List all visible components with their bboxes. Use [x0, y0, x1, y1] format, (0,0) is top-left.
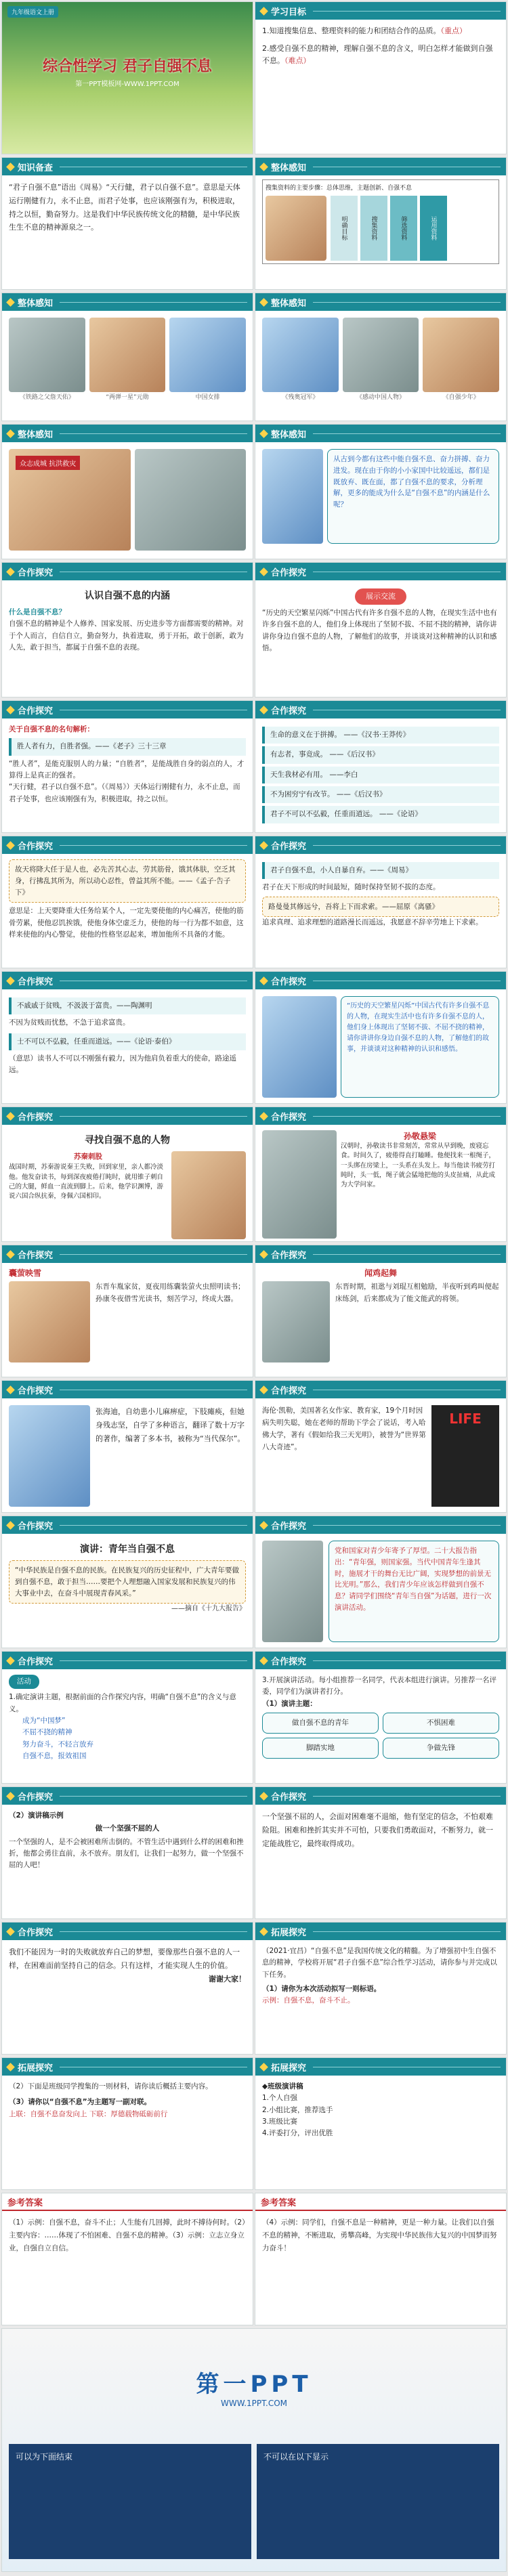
photo-placeholder	[89, 318, 166, 392]
slide-header: 合作探究	[2, 1516, 253, 1534]
topic-label: （1）演讲主题：	[262, 1699, 317, 1708]
photo-placeholder	[423, 318, 499, 392]
story-text: 东晋时期，祖逖与刘琨互相勉励，半夜听到鸡叫便起床练剑，后来都成为了能文能武的将领。	[335, 1283, 499, 1303]
diamond-icon	[259, 706, 268, 714]
story-name: 囊萤映雪	[9, 1268, 42, 1278]
quote-explain: （意思）读书人不可以不刚强有毅力，因为他肩负着重大的使命，路途遥远。	[9, 1054, 236, 1075]
diamond-icon	[259, 1112, 268, 1121]
diamond-icon	[6, 298, 15, 307]
extension-question: （3）请你以“自强不息”为主题写一副对联。	[9, 2098, 152, 2107]
slide-mencius	[1, 836, 253, 968]
activity-item: 自强不息，报效祖国	[22, 1751, 87, 1760]
knowledge-text: “君子自强不息”语出《周易》“天行健，君子以自强不息”。意思是天体运行刚健有力，永不止息，而君子处事，也应该刚强有为，积极进取，持之以恒，勤奋努力。这是我们中华民族传统文化的精髓，是中华民族生生不息的精神源泉之一。	[9, 183, 240, 232]
goal-2: 2.感受自强不息的精神，理解自强不息的含义，明白怎样才能做到自强不息。（难点）	[262, 44, 493, 66]
activity-text: 1.确定演讲主题，根据前面的合作探究内容，明确“自强不息”的含义与意义。	[9, 1693, 236, 1713]
photo-placeholder	[171, 1151, 246, 1239]
meaning-title: 认识自强不息的内涵	[85, 591, 170, 601]
extension-text: （2021·宜昌）“自强不息”是我国传统文化的精髓。为了增强初中生自强不息的精神，学校将开展“君子自强不息”综合性学习活动，请你参与并完成以下任务。	[262, 1947, 497, 1979]
story-text: 战国时期，苏秦游说秦王失败，回到家里，亲人都冷淡他。他发奋读书，每到深夜疲倦打盹时，就用锥子刺自己的大腿，鲜血一直流到脚上。后来，他学识渊博，游说六国合纵抗秦，身佩六国相印。	[9, 1163, 164, 1201]
photo-placeholder	[262, 449, 323, 544]
sample-text: 一个坚强不屈的人，会面对困难毫不退缩，他有坚定的信念，不怕艰难险阻。困难和挫折其实并不可怕，只要我们勇敢面对，不断努力，就一定能战胜它，最终取得成功。	[262, 1812, 493, 1848]
steps-panel	[262, 179, 499, 264]
slide-sunjing	[255, 1107, 507, 1242]
diamond-icon	[6, 706, 15, 714]
sample-text: 我们不能因为一时的失败就放弃自己的梦想，要像那些自强不息的人一样，在困难面前坚持自己的信念。只有这样，才能实现人生的价值。	[9, 1948, 240, 1970]
slide-perception-steps	[255, 157, 507, 290]
quote-block: 士不可以不弘毅，任重而道远。——《论语·泰伯》	[9, 1033, 246, 1050]
answer-text: （4）示例：同学们，自强不息是一种精神，更是一种力量。让我们以自强不息的精神，不断进取，勇攀高峰，为实现中华民族伟大复兴的中国梦而努力奋斗！	[262, 2218, 497, 2252]
step-4: 运用资料	[420, 196, 447, 261]
slide-speech-sample-1	[1, 1786, 253, 1919]
story-section-title: 寻找自强不息的人物	[85, 1135, 170, 1146]
photo-caption: 《自强少年》	[442, 394, 480, 401]
activity-item: 努力奋斗，不轻言放弃	[22, 1740, 93, 1748]
diamond-icon	[6, 567, 15, 576]
slide-header: 合作探究	[255, 972, 506, 989]
story-name: 闻鸡起舞	[364, 1268, 397, 1278]
slide-sayings-2	[255, 700, 507, 833]
slide-show-exchange	[255, 562, 507, 697]
slide-header: 合作探究	[2, 1107, 253, 1125]
slide-nangying	[1, 1245, 253, 1377]
quote-block: 君子自强不息，小人自暴自弃。——《周易》	[262, 862, 499, 879]
slide-header: 合作探究	[2, 701, 253, 718]
diamond-icon	[259, 841, 268, 850]
diamond-icon	[259, 1386, 268, 1394]
photo-placeholder	[135, 449, 246, 551]
info-panel-left: 可以为下面结束	[9, 2444, 251, 2559]
quote-explain: 不因为贫贱而忧愁，不急于追求富贵。	[9, 1018, 130, 1027]
goal-1: 1.知道搜集信息、整理资料的能力和团结合作的品质。（重点）	[262, 26, 467, 35]
slide-speech-activity	[255, 1651, 507, 1784]
diamond-icon	[259, 429, 268, 438]
story-name: 苏秦刺股	[74, 1153, 102, 1161]
slide-header: 合作探究	[2, 1787, 253, 1805]
slide-helen-keller	[255, 1380, 507, 1513]
plan-item: 3.班级比赛	[262, 2117, 298, 2126]
slide-header: 合作探究	[2, 1381, 253, 1398]
diamond-icon	[6, 841, 15, 850]
diamond-icon	[6, 1521, 15, 1530]
slide-header-label: 学习目标	[271, 7, 307, 18]
book-cover: LIFE	[431, 1405, 499, 1507]
exchange-text: “历史的天空繁星闪烁”中国古代有许多自强不息的人物，在现实生活中也有许多自强不息的人，他们身上体现出了坚韧不拔、不屈不挠的精神，请你讲讲你身边自强不息的人物，了解他们的故事，并谈谈对这种精神的认识和感悟。	[262, 609, 497, 653]
speech-title: 演讲：青年当自强不息	[80, 1544, 175, 1555]
question-text: 从古到今都有这些中能自强不息、奋力拼搏、奋力进发。现在由于你的小小家国中比较遥远，都们是既放弃、既在面，都了自强不息的要求，分析理解，更多的能成为什么是“自强不息”的内涵是什么呢？	[327, 449, 499, 544]
slide-header: 整体感知	[255, 425, 506, 442]
photo-placeholder	[343, 318, 419, 392]
expectation-text: 党和国家对青少年寄予了厚望。二十大报告指出：“青年强，则国家强。当代中国青年生逢其时，施展才干的舞台无比广阔，实现梦想的前景无比光明。”那么，我们青少年应该怎样做到自强不息？请同学们围绕“青年当自强”为话题，进行一次演讲活动。	[329, 1541, 499, 1642]
slide-speech-sample-3	[1, 1922, 253, 2055]
activity-text: 3.开展演讲活动。每小组推荐一名同学，代表本组进行演讲。另推荐一名评委，同学们为演讲者打分。	[262, 1676, 497, 1696]
slide-answers-2	[255, 2193, 507, 2325]
slide-extension-1	[255, 1922, 507, 2055]
slide-question	[255, 424, 507, 559]
slide-zhanghaidi	[1, 1380, 253, 1513]
topic-option: 不惧困难	[383, 1713, 499, 1734]
steps-panel-title: 搜集资料的主要步骤：总体思维，主题创新、自强不息	[266, 185, 412, 192]
slide-header: 合作探究	[255, 836, 506, 854]
photo-placeholder	[9, 1405, 90, 1507]
slide-header: 合作探究	[255, 1516, 506, 1534]
slide-header: 拓展探究	[2, 2058, 253, 2076]
photo-caption: 中国女排	[195, 394, 220, 401]
slide-header: 合作探究	[255, 1787, 506, 1805]
diamond-icon	[259, 298, 268, 307]
topic-option: 争做先锋	[383, 1738, 499, 1759]
slide-header: 合作探究	[2, 836, 253, 854]
slide-suqin	[1, 1107, 253, 1242]
slide-header: 拓展探究	[255, 1923, 506, 1940]
diamond-icon	[6, 1112, 15, 1121]
photo-caption: “两弹一星”元勋	[106, 394, 149, 401]
slide-header: 合作探究	[2, 563, 253, 580]
cover-badge: 九年级语文上册	[7, 6, 58, 18]
slide-header: 知识备查	[2, 158, 253, 175]
diamond-icon	[259, 1250, 268, 1259]
photo-placeholder	[9, 318, 85, 392]
photo-caption: 《感动中国人物》	[356, 394, 406, 401]
photo-caption: 《残奥冠军》	[282, 394, 319, 401]
extension-text: （2）下面是班级同学搜集的一则材料，请你读后概括主要内容。	[9, 2082, 213, 2090]
brand-url: WWW.1PPT.COM	[220, 2398, 288, 2408]
story-text: 张海迪，自幼患小儿麻痹症，下肢瘫痪，但她身残志坚，自学了多种语言，翻译了数十万字的著作，编著了多本书，被称为“当代保尔”。	[96, 1407, 245, 1443]
story-text: 海伦·凯勒，美国著名女作家、教育家，19个月时因病失明失聪，她在老师的帮助下学会了说话，考入哈佛大学，著有《假如给我三天光明》，被誉为“世界第八大奇迹”。	[262, 1407, 426, 1451]
diamond-icon	[259, 1521, 268, 1530]
exchange-badge: 展示交流	[355, 588, 406, 605]
quote-explain: 君子在天下形成的时间最短，随时保持坚韧不拔的态度。	[262, 883, 440, 892]
slide-header: 合作探究	[255, 1381, 506, 1398]
diamond-icon	[6, 2063, 15, 2071]
diamond-icon	[259, 1792, 268, 1801]
photo-placeholder	[262, 318, 339, 392]
photo-placeholder	[262, 1541, 323, 1642]
slide-header: 整体感知	[255, 293, 506, 311]
diamond-icon	[259, 567, 268, 576]
photo-placeholder	[262, 1281, 330, 1362]
plan-title: ◆班级演讲稿	[262, 2082, 303, 2090]
speech-source: ——摘自《十九大报告》	[171, 1605, 246, 1613]
slide-header: 整体感知	[255, 158, 506, 175]
diamond-icon	[6, 1386, 15, 1394]
slide-header: 合作探究	[2, 1652, 253, 1669]
photo-placeholder	[169, 318, 246, 392]
activity-item: 不屈不挠的精神	[22, 1728, 72, 1737]
diamond-icon	[6, 976, 15, 985]
step-3: 筛选资料	[390, 196, 417, 261]
slide-wenji	[255, 1245, 507, 1377]
quote-block: 路曼曼其修远兮，吾将上下而求索。——屈原《离骚》	[262, 897, 499, 918]
slide-header	[255, 2, 506, 20]
plan-item: 2.小组比赛，推荐选手	[262, 2105, 333, 2114]
slide-party-expectation	[255, 1516, 507, 1648]
cover-subtitle: 第一PPT模板网-WWW.1PPT.COM	[75, 81, 179, 88]
sample-end: 谢谢大家！	[209, 1974, 246, 1983]
slide-perception-people-2	[255, 293, 507, 421]
brand-logo: 第一PPT	[196, 2370, 312, 2398]
slide-meaning	[1, 562, 253, 697]
activity-item: 成为“中国梦”	[22, 1716, 66, 1725]
slide-speech	[1, 1516, 253, 1648]
saying-line: 君子不可以不弘毅，任重而道远。 ——《论语》	[262, 806, 499, 823]
slide-sayings-1	[1, 700, 253, 833]
slide-header: 合作探究	[255, 1245, 506, 1263]
photo-placeholder	[266, 196, 326, 261]
slide-header: 整体感知	[2, 425, 253, 442]
cover-title: 综合性学习 君子自强不息	[43, 58, 212, 75]
slide-header: 整体感知	[2, 293, 253, 311]
answer-text: （1）示例：自强不息，奋斗不止；人生能有几回搏，此时不搏待何时。（2）主要内容：……体现了不怕困难、自强不息的精神。（3）示例：立志立身立业，自强自立自信。	[9, 2218, 246, 2252]
extension-question: （1）请你为本次活动拟写一则标语。	[262, 1984, 381, 1993]
story-text: 东晋车胤家贫，夏夜用练囊装萤火虫照明读书；孙康冬夜借雪光读书，刻苦学习，终成大器。	[96, 1283, 245, 1303]
slide-activity	[1, 1651, 253, 1784]
slide-header: 合作探究	[255, 1652, 506, 1669]
saying-line: 天生我材必有用。 ——李白	[262, 767, 499, 783]
slide-learning-goals	[255, 1, 507, 154]
diamond-icon	[6, 1927, 15, 1936]
slide-perception-flood	[1, 424, 253, 559]
story-name: 孙敬悬梁	[403, 1132, 436, 1141]
photo-caption: 《铁路之父詹天佑》	[19, 394, 75, 401]
story-text: 汉朝时，孙敬读书非常刻苦，常常从早到晚，废寝忘食。时间久了，疲倦得直打瞌睡。他便找来一根绳子，一头绑在房梁上，一头系在头发上。每当他读书疲劳打盹时，头一低，绳子就会猛地把他的头皮扯痛，从此成为大学问家。	[341, 1142, 496, 1188]
meaning-question: 什么是自强不息？	[9, 608, 66, 617]
diamond-icon	[6, 1792, 15, 1801]
sample-label: （2）演讲稿示例	[9, 1811, 64, 1820]
slide-perception-people-1	[1, 293, 253, 421]
sample-title: 做一个坚强不屈的人	[95, 1824, 160, 1833]
slide-header: 合作探究	[2, 1923, 253, 1940]
plan-item: 1.个人自强	[262, 2094, 298, 2103]
info-panel-right: 不可以在以下显示	[257, 2444, 499, 2559]
flood-photo	[9, 449, 131, 551]
slide-header: 合作探究	[255, 1107, 506, 1125]
diamond-icon	[6, 1656, 15, 1665]
sample-text: 一个坚强的人，是不会被困难所击倒的。不管生活中遇到什么样的困难和挫折，他都会勇往直前，永不放弃。朋友们，让我们一起努力，做一个坚强不屈的人吧！	[9, 1837, 244, 1870]
photo-placeholder	[262, 996, 337, 1098]
diamond-icon	[6, 163, 15, 171]
slide-answers-1	[1, 2193, 253, 2325]
diamond-icon	[259, 1927, 268, 1936]
plan-item: 4.评委打分，评出优胜	[262, 2129, 333, 2138]
saying-line: 生命的意义在于拼搏。 ——《汉书·王莽传》	[262, 727, 499, 744]
slide-header: 合作探究	[2, 1245, 253, 1263]
step-2: 搜集资料	[360, 196, 387, 261]
diamond-icon	[259, 1656, 268, 1665]
slide-extension-3	[255, 2057, 507, 2190]
speech-quote: “中华民族是自强不息的民族。在民族复兴的历史征程中，广大青年要做到自强不息，敢于担当……要把个人理想融入国家发展和民族复兴的伟大事业中去，在奋斗中展现青春风采。”	[9, 1560, 246, 1604]
slide-quotes-zhouyi	[255, 836, 507, 968]
diamond-icon	[259, 976, 268, 985]
slide-header: 合作探究	[2, 972, 253, 989]
saying-quote: 胜人者有力，自胜者强。——《老子》三十三章	[9, 738, 246, 755]
slide-speech-sample-2	[255, 1786, 507, 1919]
saying-line: 有志者，事竟成。 ——《后汉书》	[262, 746, 499, 763]
quote-explain: 追求真理、追求理想的道路漫长而遥远，我愿意不辞辛劳地上下求索。	[262, 918, 483, 927]
slide-header: 拓展探究	[255, 2058, 506, 2076]
topic-option: 脚踏实地	[262, 1738, 379, 1759]
slide-quotes-tao	[1, 971, 253, 1104]
slide-history-stars	[255, 971, 507, 1104]
mencius-explain: 意思是：上天要降重大任务给某个人，一定先要使他的内心痛苦，使他的筋骨劳累，使他忍饥挨饿，使他身体空虚乏力，使他的每一行为都不如意，这样来使他的内心警觉，使他的性格坚忍起来，增加他所不具备的才能。	[9, 907, 244, 939]
slide-extension-2	[1, 2057, 253, 2190]
diamond-icon	[259, 7, 268, 16]
slide-header: 合作探究	[255, 563, 506, 580]
diamond-icon	[259, 2063, 268, 2071]
diamond-icon	[259, 163, 268, 171]
extension-answer: 示例：自强不息，奋斗不止。	[262, 1996, 355, 2005]
slide-end-logo	[1, 2328, 507, 2572]
saying-line: 不为困穷宁有改节。 ——《后汉书》	[262, 786, 499, 803]
topic-option: 做自强不息的青年	[262, 1713, 379, 1734]
photo-placeholder	[9, 1281, 90, 1362]
quote-block: 不戚戚于贫贱，不汲汲于富贵。——陶渊明	[9, 997, 246, 1014]
saying-explain: “胜人者”，是能克服别人的力量；“自胜者”，是能战胜自身的弱点的人，才算得上是真正的强者。	[9, 759, 245, 779]
meaning-text: 自强不息的精神是个人修养、国家发展、历史进步等方面都需要的精神。对于个人而言，自信自立，勤奋努力，执着进取，勇于开拓，敢于创新，敢为人先，敢于担当，都属于自强不息的表现。	[9, 620, 244, 652]
sayings-title: 关于自强不息的名句解析：	[9, 725, 94, 733]
slide-header: 合作探究	[255, 701, 506, 718]
diamond-icon	[6, 1250, 15, 1259]
slide-header: 参考答案	[2, 2193, 253, 2211]
flood-sign: 众志成城 抗洪救灾	[16, 456, 80, 470]
mencius-quote: 故天将降大任于是人也，必先苦其心志，劳其筋骨，饿其体肤，空乏其身，行拂乱其所为，所以动心忍性，曾益其所不能。——《孟子·告子下》	[9, 859, 246, 903]
activity-badge: 活动	[9, 1675, 39, 1689]
slide-knowledge	[1, 157, 253, 290]
saying-explain: “天行健，君子以自强不息”。（《周易》）天体运行刚健有力，永不止息，而君子处事，也应该刚强有为，积极进取，持之以恒。	[9, 783, 240, 803]
step-1: 明确目标	[331, 196, 358, 261]
photo-placeholder	[262, 1130, 337, 1239]
slide-cover	[1, 1, 253, 154]
diamond-icon	[6, 429, 15, 438]
history-text: “历史的天空繁星闪烁”中国古代有许多自强不息的人物，在现实生活中也有许多自强不息的人，他们身上体现出了坚韧不拔、不屈不挠的精神，请你讲讲你身边自强不息的人物，了解他们的故事，并谈谈对这种精神的认识和感悟。	[341, 996, 499, 1098]
slide-header: 参考答案	[255, 2193, 506, 2211]
extension-answer: 上联：自强不息奋发向上 下联：厚德载物砥砺前行	[9, 2109, 168, 2118]
